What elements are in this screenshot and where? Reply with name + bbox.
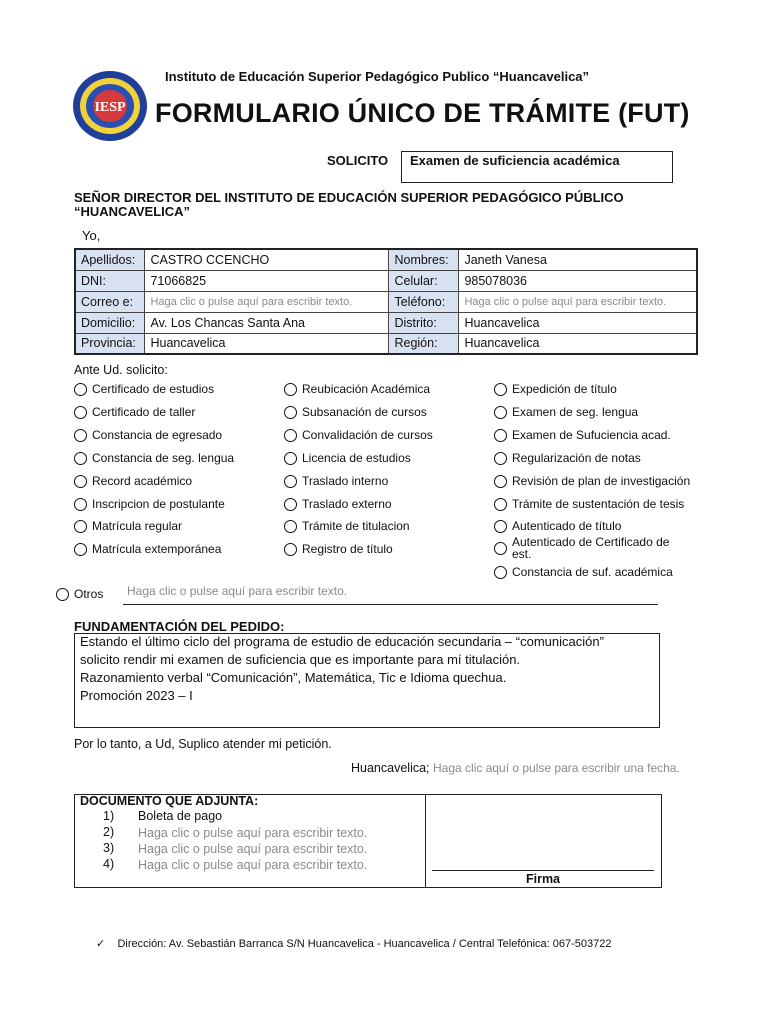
- radio-circle-icon: [74, 543, 87, 556]
- radio-circle-icon: [284, 406, 297, 419]
- radio-circle-icon: [494, 498, 507, 511]
- radio-circle-icon: [74, 429, 87, 442]
- option-regularizacion-notas[interactable]: Regularización de notas: [494, 451, 641, 465]
- documentos-label: DOCUMENTO QUE ADJUNTA:: [80, 794, 259, 808]
- footer-address: Dirección: Av. Sebastián Barranca S/N Huancavelica - Huancavelica / Central Telefónica: 067-503722: [117, 938, 612, 950]
- doc-item-4[interactable]: Haga clic o pulse aquí para escribir texto.: [138, 858, 368, 872]
- apellidos-label: Apellidos:: [75, 249, 145, 270]
- option-tramite-titulacion[interactable]: Trámite de titulacion: [284, 519, 410, 533]
- table-row: [75, 270, 697, 291]
- date-city: Huancavelica;: [351, 761, 430, 775]
- signature-line: [432, 870, 654, 871]
- radio-circle-icon: [74, 498, 87, 511]
- radio-circle-icon: [284, 475, 297, 488]
- option-autenticado-certificado[interactable]: Autenticado de Certificado de est.: [494, 536, 669, 560]
- correo-field[interactable]: Haga clic o pulse aquí para escribir texto.: [145, 291, 389, 312]
- institute-name: Instituto de Educación Superior Pedagógico Publico “Huancavelica”: [165, 69, 590, 84]
- option-inscripcion-postulante[interactable]: Inscripcion de postulante: [74, 497, 225, 511]
- provincia-field[interactable]: Huancavelica: [145, 333, 389, 354]
- option-otros[interactable]: Otros: [56, 587, 103, 601]
- doc-item-num: 4): [103, 857, 115, 871]
- radio-circle-icon: [494, 406, 507, 419]
- radio-circle-icon: [494, 566, 507, 579]
- distrito-label: Distrito:: [389, 312, 459, 333]
- solicito-label: SOLICITO: [327, 153, 389, 168]
- date-line: [351, 761, 680, 775]
- doc-item-num: 3): [103, 841, 115, 855]
- option-autenticado-titulo[interactable]: Autenticado de título: [494, 519, 621, 533]
- telefono-field[interactable]: Haga clic o pulse aquí para escribir texto.: [459, 291, 697, 312]
- radio-circle-icon: [284, 520, 297, 533]
- radio-circle-icon: [494, 475, 507, 488]
- domicilio-label: Domicilio:: [75, 312, 145, 333]
- date-field[interactable]: Haga clic aquí o pulse para escribir una fecha.: [433, 761, 680, 775]
- domicilio-field[interactable]: Av. Los Chancas Santa Ana: [145, 312, 389, 333]
- provincia-label: Provincia:: [75, 333, 145, 354]
- dni-field[interactable]: 71066825: [145, 270, 389, 291]
- radio-circle-icon: [284, 429, 297, 442]
- option-matricula-regular[interactable]: Matrícula regular: [74, 519, 182, 533]
- form-title: FORMULARIO ÚNICO DE TRÁMITE (FUT): [155, 98, 690, 128]
- yo-label: Yo,: [82, 228, 101, 243]
- check-icon: ✓: [96, 938, 106, 950]
- option-constancia-suf-academica[interactable]: Constancia de suf. académica: [494, 565, 673, 579]
- fundamentacion-text: Estando el último ciclo del programa de estudio de educación secundaria – “comunicación” solicito rendir mi examen de suficiencia que es importante para mí titulación. Razonamiento verbal “Comunicación”, Matemática, Tic e Idioma quechua. Promoción 2023 – I: [80, 634, 604, 703]
- table-row: [75, 312, 697, 333]
- option-matricula-extemporanea[interactable]: Matrícula extemporánea: [74, 542, 221, 556]
- region-label: Región:: [389, 333, 459, 354]
- option-subsanacion-cursos[interactable]: Subsanación de cursos: [284, 405, 427, 419]
- personal-info-table: [74, 248, 698, 355]
- radio-circle-icon: [56, 588, 69, 601]
- option-examen-seg-lengua[interactable]: Examen de seg. lengua: [494, 405, 638, 419]
- por-lo-tanto: Por lo tanto, a Ud, Suplico atender mi petición.: [74, 737, 332, 751]
- option-licencia-estudios[interactable]: Licencia de estudios: [284, 451, 411, 465]
- option-revision-plan[interactable]: Revisión de plan de investigación: [494, 474, 690, 488]
- option-convalidacion-cursos[interactable]: Convalidación de cursos: [284, 428, 433, 442]
- radio-circle-icon: [74, 406, 87, 419]
- doc-item-num: 2): [103, 825, 115, 839]
- institute-logo: [72, 70, 148, 142]
- radio-circle-icon: [74, 520, 87, 533]
- option-constancia-seg-lengua[interactable]: Constancia de seg. lengua: [74, 451, 234, 465]
- radio-circle-icon: [494, 542, 507, 555]
- table-row: [75, 291, 697, 312]
- region-field[interactable]: Huancavelica: [459, 333, 697, 354]
- option-tramite-sustentacion[interactable]: Trámite de sustentación de tesis: [494, 497, 684, 511]
- distrito-field[interactable]: Huancavelica: [459, 312, 697, 333]
- table-row: [75, 249, 697, 270]
- radio-circle-icon: [494, 452, 507, 465]
- radio-circle-icon: [284, 452, 297, 465]
- option-expedicion-titulo[interactable]: Expedición de título: [494, 382, 617, 396]
- addressee: SEÑOR DIRECTOR DEL INSTITUTO DE EDUCACIÓN SUPERIOR PEDAGÓGICO PÚBLICO “HUANCAVELICA”: [74, 190, 624, 219]
- option-record-academico[interactable]: Record académico: [74, 474, 192, 488]
- radio-circle-icon: [494, 520, 507, 533]
- option-certificado-estudios[interactable]: Certificado de estudios: [74, 382, 214, 396]
- nombres-label: Nombres:: [389, 249, 459, 270]
- solicito-value: Examen de suficiencia académica: [410, 153, 620, 168]
- radio-circle-icon: [284, 498, 297, 511]
- nombres-field[interactable]: Janeth Vanesa: [459, 249, 697, 270]
- otros-field[interactable]: Haga clic o pulse aquí para escribir texto.: [127, 584, 348, 598]
- otros-underline: [123, 604, 658, 605]
- option-traslado-externo[interactable]: Traslado externo: [284, 497, 392, 511]
- doc-item-1[interactable]: Boleta de pago: [138, 809, 223, 823]
- radio-circle-icon: [74, 383, 87, 396]
- option-examen-suficiencia[interactable]: Examen de Sufuciencia acad.: [494, 428, 671, 442]
- option-reubicacion-academica[interactable]: Reubicación Académica: [284, 382, 430, 396]
- radio-circle-icon: [494, 383, 507, 396]
- firma-label: Firma: [525, 872, 561, 886]
- radio-circle-icon: [284, 543, 297, 556]
- documentos-divider: [425, 794, 426, 888]
- option-registro-titulo[interactable]: Registro de título: [284, 542, 393, 556]
- option-certificado-taller[interactable]: Certificado de taller: [74, 405, 195, 419]
- ante-label: Ante Ud. solicito:: [74, 363, 168, 377]
- telefono-label: Teléfono:: [389, 291, 459, 312]
- table-row: [75, 333, 697, 354]
- radio-circle-icon: [74, 475, 87, 488]
- apellidos-field[interactable]: CASTRO CCENCHO: [145, 249, 389, 270]
- option-constancia-egresado[interactable]: Constancia de egresado: [74, 428, 222, 442]
- svg-text:IESP: IESP: [94, 100, 126, 115]
- radio-circle-icon: [494, 429, 507, 442]
- footer: [96, 937, 612, 950]
- doc-item-3[interactable]: Haga clic o pulse aquí para escribir texto.: [138, 842, 368, 856]
- dni-label: DNI:: [75, 270, 145, 291]
- celular-label: Celular:: [389, 270, 459, 291]
- celular-field[interactable]: 985078036: [459, 270, 697, 291]
- doc-item-2[interactable]: Haga clic o pulse aquí para escribir texto.: [138, 826, 368, 840]
- doc-item-num: 1): [103, 809, 115, 823]
- fundamentacion-label: FUNDAMENTACIÓN DEL PEDIDO:: [74, 619, 285, 634]
- option-traslado-interno[interactable]: Traslado interno: [284, 474, 388, 488]
- correo-label: Correo e:: [75, 291, 145, 312]
- radio-circle-icon: [74, 452, 87, 465]
- radio-circle-icon: [284, 383, 297, 396]
